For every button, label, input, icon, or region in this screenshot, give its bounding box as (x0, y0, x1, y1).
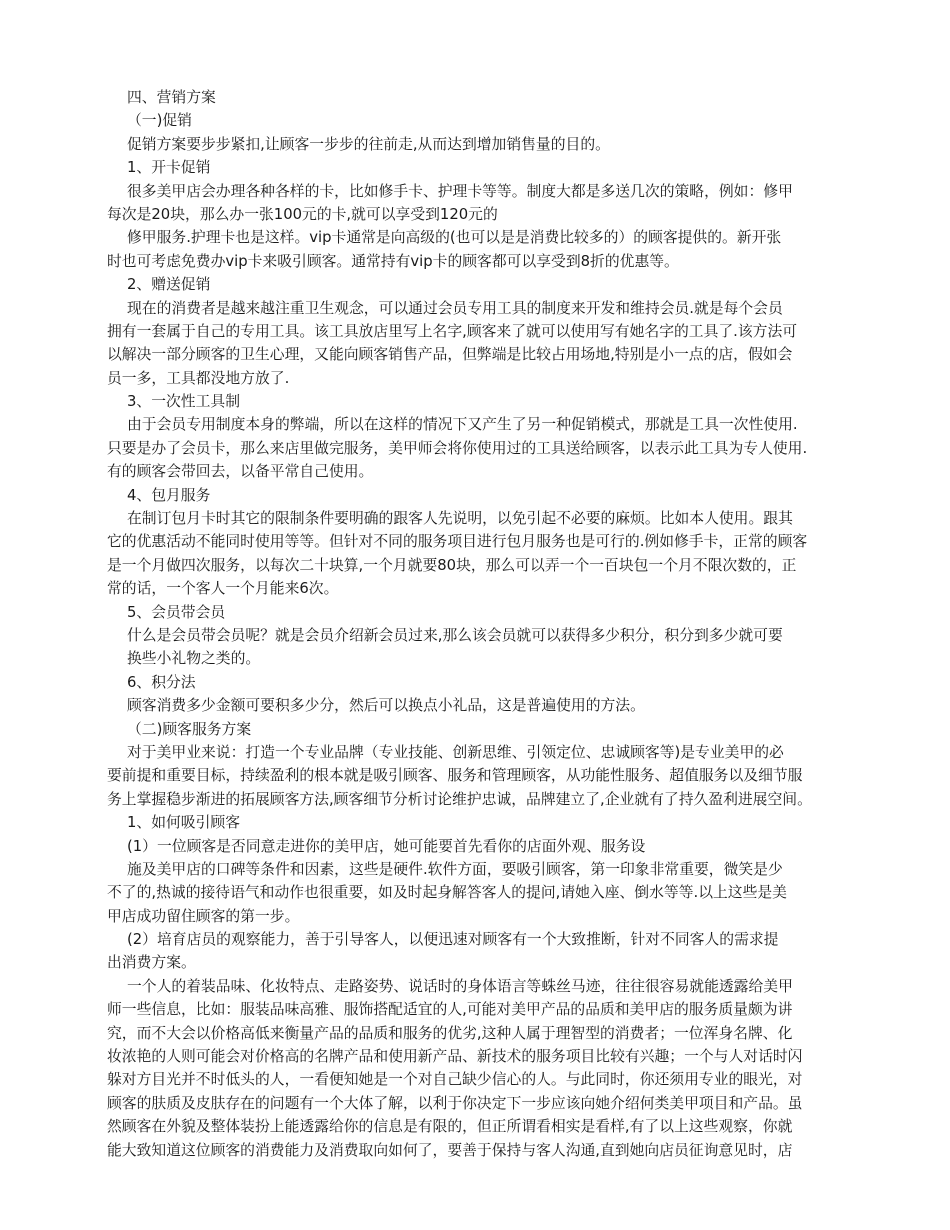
text-line: 1、如何吸引顾客 (127, 814, 240, 832)
text-line: 一个人的着装品味、化妆特点、走路姿势、说话时的身体语言等蛛丝马迹，往往很容易就能透露给美甲 (127, 977, 793, 995)
text-line: 以解决一部分顾客的卫生心理，又能向顾客销售产品，但弊端是比较占用场地,特别是小一点的店，假如会 (107, 346, 793, 364)
text-line: 妆浓艳的人则可能会对价格高的名牌产品和使用新产品、新技术的服务项目比较有兴趣；一个与人对话时闪 (107, 1048, 803, 1066)
text-line: 躲对方目光并不时低头的人，一看便知她是一个对自己缺少信心的人。与此同时，你还须用专业的眼光，对 (107, 1071, 803, 1089)
text-line: 拥有一套属于自己的专用工具。该工具放店里写上名字,顾客来了就可以使用写有她名字的工具了.该方法可 (107, 322, 798, 340)
text-line: 3、一次性工具制 (127, 393, 240, 411)
text-line: 务上掌握稳步渐进的拓展顾客方法,顾客细节分析讨论维护忠诚，品牌建立了,企业就有了持久盈利进展空间。 (107, 790, 812, 808)
text-line: 换些小礼物之类的。 (127, 650, 261, 668)
text-line: 现在的消费者是越来越注重卫生观念，可以通过会员专用工具的制度来开发和维持会员.就是每个会员 (127, 299, 783, 317)
text-line: 对于美甲业来说：打造一个专业品牌（专业技能、创新思维、引领定位、忠诚顾客等)是专业美甲的必 (127, 743, 784, 761)
text-line: 四、营销方案 (127, 89, 216, 106)
text-line: 1、开卡促销 (127, 159, 211, 177)
text-line: 能大致知道这位顾客的消费能力及消费取向如何了，要善于保持与客人沟通,直到她向店员征询意见时，店 (107, 1141, 793, 1159)
text-line: 6、积分法 (127, 673, 196, 691)
text-line: 员一多，工具都没地方放了. (107, 369, 290, 387)
text-line: 施及美甲店的口碑等条件和因素，这些是硬件.软件方面，要吸引顾客，第一印象非常重要，微笑是少 (127, 860, 783, 878)
text-line: 修甲服务.护理卡也是这样。vip卡通常是向高级的(也可以是是消费比较多的）的顾客提供的。新开张 (127, 229, 782, 247)
text-line: 时也可考虑免费办vip卡来吸引顾客。通常持有vip卡的顾客都可以享受到8折的优惠等。 (107, 252, 679, 270)
text-line: 每次是20块，那么办一张100元的卡,就可以享受到120元的 (107, 205, 498, 223)
text-line: 究，而不大会以价格高低来衡量产品的品质和服务的优劣,这种人属于理智型的消费者；一位浑身名牌、化 (107, 1024, 793, 1042)
text-line: （二)顾客服务方案 (127, 720, 252, 738)
document-page (107, 86, 854, 1162)
text-line: 然顾客在外貌及整体装扮上能透露给你的信息是有限的，但正所谓看相实是看样,有了以上这些观察，你就 (107, 1118, 793, 1136)
text-line: 促销方案要步步紧扣,让顾客一步步的往前走,从而达到增加销售量的目的。 (127, 135, 610, 153)
text-line: 不了的,热诚的接待语气和动作也很重要，如及时起身解答客人的提问,请她入座、倒水等等.以上这些是美 (107, 884, 787, 902)
text-line: 要前提和重要目标，持续盈利的根本就是吸引顾客、服务和管理顾客，从功能性服务、超值服务以及细节服 (107, 767, 803, 785)
text-line: 师一些信息，比如：服装品味高雅、服饰搭配适宜的人,可能对美甲产品的品质和美甲店的服务质量颇为讲 (107, 1001, 793, 1019)
text-line: 顾客的肤质及皮肤存在的问题有一个大体了解，以利于你决定下一步应该向她介绍何类美甲项目和产品。虽 (107, 1094, 803, 1112)
text-line: 由于会员专用制度本身的弊端，所以在这样的情况下又产生了另一种促销模式，那就是工具一次性使用. (127, 416, 798, 434)
text-line: 有的顾客会带回去，以备平常自己使用。 (107, 463, 374, 481)
text-line: 2、赠送促销 (127, 276, 211, 294)
text-line: 什么是会员带会员呢？就是会员介绍新会员过来,那么该会员就可以获得多少积分，积分到多少就可要 (127, 626, 783, 644)
text-line: (2）培育店员的观察能力，善于引导客人，以便迅速对顾客有一个大致推断，针对不同客人的需求提 (127, 931, 779, 949)
text-line: 是一个月做四次服务，以每次二十块算,一个月就要80块，那么可以弄一个一百块包一个月不限次数的，正 (107, 556, 797, 574)
text-line: 4、包月服务 (127, 486, 211, 504)
text-line: 顾客消费多少金额可要积多少分，然后可以换点小礼品，这是普遍使用的方法。 (127, 697, 645, 715)
text-line: (1）一位顾客是否同意走进你的美甲店，她可能要首先看你的店面外观、服务设 (127, 837, 646, 855)
text-line: 甲店成功留住顾客的第一步。 (107, 907, 300, 925)
text-line: 5、会员带会员 (127, 603, 226, 621)
text-line: 在制订包月卡时其它的限制条件要明确的跟客人先说明，以免引起不必要的麻烦。比如本人使用。跟其 (127, 510, 793, 528)
text-line: 出消费方案。 (107, 954, 196, 972)
text-line: 它的优惠活动不能同时使用等等。但针对不同的服务项目进行包月服务也是可行的.例如修手卡，正常的顾客 (107, 533, 808, 551)
text-line: 常的话，一个客人一个月能来6次。 (107, 580, 339, 598)
text-line: 很多美甲店会办理各种各样的卡，比如修手卡、护理卡等等。制度大都是多送几次的策略，例如：修甲 (127, 182, 793, 200)
text-line: （一)促销 (127, 112, 192, 130)
text-line: 只要是办了会员卡，那么来店里做完服务，美甲师会将你使用过的工具送给顾客，以表示此工具为专人使用. (107, 439, 808, 457)
